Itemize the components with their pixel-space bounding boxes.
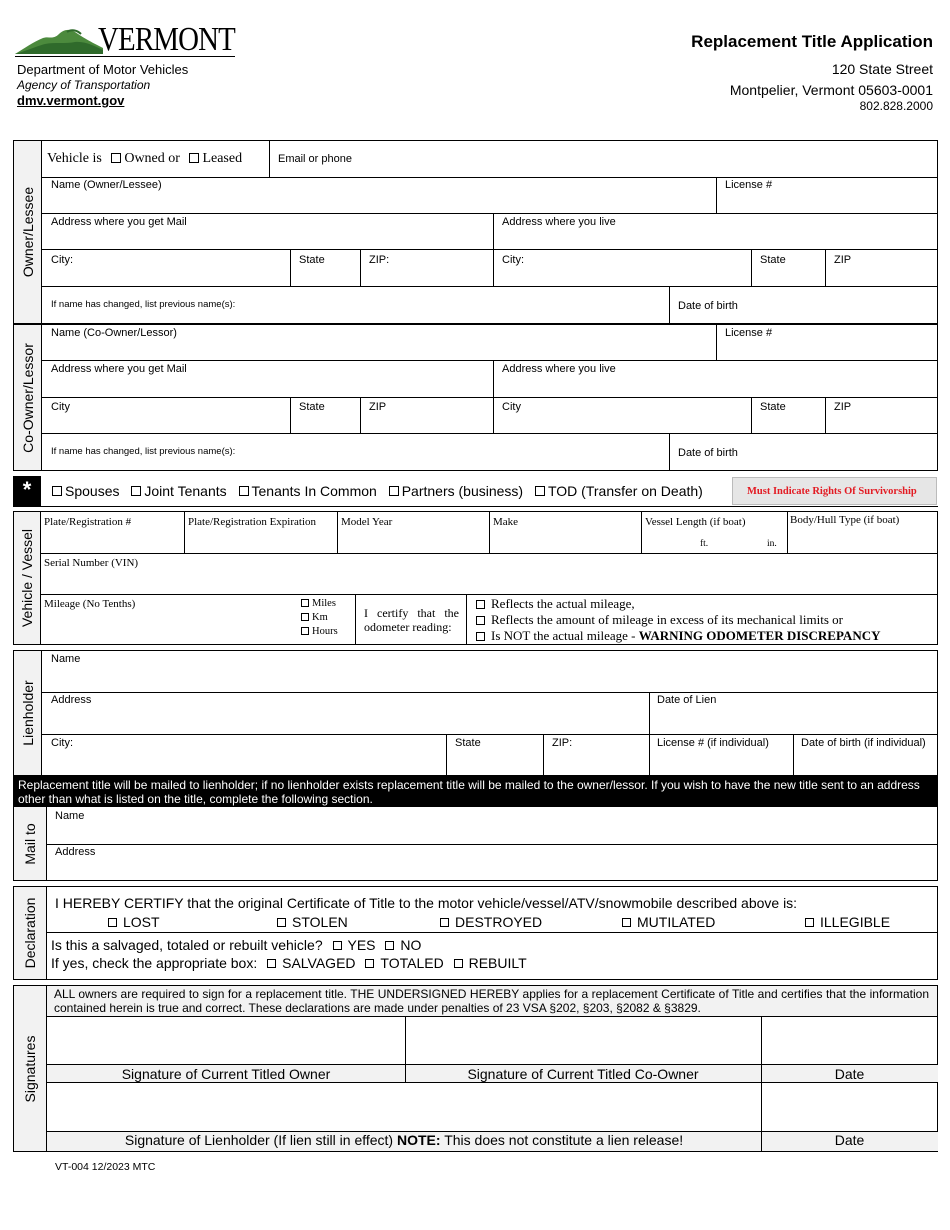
signatures-section-label: Signatures — [14, 986, 47, 1151]
coowner-live-zip-field[interactable]: ZIP — [834, 401, 852, 413]
vermont-logo-text: VERMONT — [98, 21, 235, 58]
stolen-checkbox[interactable] — [277, 918, 286, 927]
miles-label: Miles — [312, 598, 336, 609]
owner-signature-label: Signature of Current Titled Owner — [121, 1066, 331, 1082]
spouses-label: Spouses — [65, 483, 120, 499]
salvage-type-prompt: If yes, check the appropriate box: — [51, 955, 258, 971]
coowner-section-label: Co-Owner/Lessor — [14, 325, 42, 470]
lienholder-notice: Replacement title will be mailed to lienholder; if no lienholder exists replacement title will be mailed to the owner/lessor. If you wish to have the new title sent to an address other than what is listed on the title, complete the following section. — [13, 776, 938, 807]
owner-signature-area[interactable] — [48, 1017, 404, 1063]
salvage-yes-label: YES — [347, 937, 376, 953]
lien-note-text: This does not constitute a lien release! — [440, 1132, 684, 1148]
km-checkbox[interactable] — [301, 613, 309, 621]
mutilated-checkbox[interactable] — [622, 918, 631, 927]
reason-stolen — [277, 914, 348, 930]
mailto-address-field[interactable]: Address — [55, 846, 96, 858]
owner-mail-address-field[interactable]: Address where you get Mail — [51, 216, 187, 228]
partners-label: Partners (business) — [401, 483, 524, 499]
date-label-2: Date — [834, 1132, 865, 1148]
leased-checkbox[interactable] — [189, 153, 199, 163]
owner-live-city-field[interactable]: City: — [502, 254, 524, 266]
lienholder-dob-field[interactable]: Date of birth (if individual) — [801, 737, 926, 749]
partners-checkbox[interactable] — [389, 486, 399, 496]
rebuilt-label: REBUILT — [468, 955, 527, 971]
vessel-length-field[interactable]: Vessel Length (if boat) — [645, 516, 746, 528]
illegible-checkbox[interactable] — [805, 918, 814, 927]
destroyed-label: DESTROYED — [455, 914, 543, 930]
odo-not-actual-checkbox[interactable] — [476, 632, 485, 641]
mutilated-label: MUTILATED — [637, 914, 716, 930]
odometer-options — [476, 596, 880, 644]
make-field[interactable]: Make — [493, 516, 519, 528]
address-city: Montpelier, Vermont 05603-0001 — [729, 82, 933, 98]
signature-statement: ALL owners are required to sign for a replacement title. THE UNDERSIGNED HEREBY applies for a replacement Certificate of Title and certifies that the information contained herein is true and correct. These declarations are made under penalties of 23 VSA §202, §203, §2082 & §3829. — [54, 987, 929, 1015]
coowner-zip-field[interactable]: ZIP — [369, 401, 387, 413]
odo-excess-label: Reflects the amount of mileage in excess of its mechanical limits or — [491, 612, 843, 627]
owner-name-field[interactable]: Name (Owner/Lessee) — [51, 179, 162, 191]
destroyed-checkbox[interactable] — [440, 918, 449, 927]
owner-live-address-field[interactable]: Address where you live — [502, 216, 616, 228]
lienholder-signature-label — [47, 1132, 761, 1148]
owner-section-label: Owner/Lessee — [14, 141, 42, 323]
vessel-length-in-label: in. — [767, 539, 777, 549]
reason-destroyed — [440, 914, 542, 930]
mailto-name-field[interactable]: Name — [55, 810, 85, 822]
coowner-state-field[interactable]: State — [299, 401, 325, 413]
coowner-signature-area[interactable] — [406, 1017, 760, 1063]
owner-previous-names-field[interactable]: If name has changed, list previous name(s): — [51, 299, 236, 310]
salvage-question: Is this a salvaged, totaled or rebuilt vehicle? — [51, 937, 323, 953]
email-field[interactable]: Email or phone — [278, 153, 352, 165]
date-label-1: Date — [834, 1066, 865, 1082]
salvage-no-label: NO — [400, 937, 422, 953]
owner-live-state-field[interactable]: State — [760, 254, 786, 266]
coowner-city-field[interactable]: City — [51, 401, 70, 413]
plate-expiration-field[interactable]: Plate/Registration Expiration — [188, 516, 317, 528]
salvage-yes-checkbox[interactable] — [333, 941, 342, 950]
odometer-certify-label: I certify that the odometer reading: — [364, 606, 459, 634]
lienholder-name-field[interactable]: Name — [51, 653, 81, 665]
coowner-name-field[interactable]: Name (Co-Owner/Lessor) — [51, 327, 177, 339]
coowner-live-address-field[interactable]: Address where you live — [502, 363, 616, 375]
rebuilt-checkbox[interactable] — [454, 959, 463, 968]
salvaged-label: SALVAGED — [282, 955, 356, 971]
joint-tenants-label: Joint Tenants — [144, 483, 227, 499]
salvage-type-row — [51, 955, 527, 971]
coowner-mail-address-field[interactable]: Address where you get Mail — [51, 363, 187, 375]
odometer-warning: WARNING ODOMETER DISCREPANCY — [638, 628, 881, 643]
reason-mutilated — [622, 914, 715, 930]
website-link[interactable]: dmv.vermont.gov — [17, 93, 125, 108]
owner-state-field[interactable]: State — [299, 254, 325, 266]
km-label: Km — [312, 612, 328, 623]
vessel-length-ft-label: ft. — [700, 539, 709, 549]
hours-label: Hours — [312, 626, 338, 637]
vin-field[interactable]: Serial Number (VIN) — [44, 557, 139, 569]
survivorship-note-box — [732, 477, 937, 505]
miles-checkbox[interactable] — [301, 599, 309, 607]
date-of-lien-field[interactable]: Date of Lien — [657, 694, 717, 706]
coowner-live-city-field[interactable]: City — [502, 401, 521, 413]
signature-date-field-1[interactable] — [762, 1017, 937, 1063]
signature-date-field-2[interactable] — [762, 1083, 937, 1130]
dept-name: Department of Motor Vehicles — [17, 62, 189, 77]
odo-actual-checkbox[interactable] — [476, 600, 485, 609]
vehicle-section-label: Vehicle / Vessel — [14, 512, 41, 644]
tenants-in-common-checkbox[interactable] — [239, 486, 249, 496]
totaled-label: TOTALED — [380, 955, 444, 971]
mileage-field[interactable]: Mileage (No Tenths) — [44, 598, 136, 610]
owner-live-zip-field[interactable]: ZIP — [834, 254, 852, 266]
lienholder-state-field[interactable]: State — [455, 737, 481, 749]
owner-dob-field[interactable]: Date of birth — [678, 300, 738, 312]
odo-not-actual-label: Is NOT the actual mileage - — [491, 628, 639, 643]
odo-actual-label: Reflects the actual mileage, — [491, 596, 635, 611]
tod-label: TOD (Transfer on Death) — [547, 483, 703, 499]
leased-label: Leased — [202, 151, 243, 166]
lienholder-license-field[interactable]: License # (if individual) — [657, 737, 769, 749]
owned-label: Owned or — [124, 151, 180, 166]
address-street: 120 State Street — [831, 61, 933, 77]
owned-checkbox[interactable] — [111, 153, 121, 163]
body-hull-field[interactable]: Body/Hull Type (if boat) — [790, 514, 900, 526]
vehicle-is-row — [47, 151, 242, 167]
agency-name: Agency of Transportation — [17, 78, 151, 92]
plate-field[interactable]: Plate/Registration # — [44, 516, 132, 528]
mailto-section-label: Mail to — [14, 807, 47, 880]
lost-checkbox[interactable] — [108, 918, 117, 927]
lienholder-signature-text: Signature of Lienholder (If lien still in effect) — [124, 1132, 397, 1148]
coowner-previous-names-field[interactable]: If name has changed, list previous name(s): — [51, 446, 236, 457]
mileage-units — [301, 597, 338, 639]
reason-illegible — [805, 914, 890, 930]
lienholder-section-label: Lienholder — [14, 651, 42, 775]
lienholder-address-field[interactable]: Address — [51, 694, 92, 706]
form-id: VT-004 12/2023 MTC — [55, 1161, 156, 1173]
salvaged-checkbox[interactable] — [267, 959, 276, 968]
coowner-signature-label: Signature of Current Titled Co-Owner — [467, 1066, 699, 1082]
coowner-license-field[interactable]: License # — [725, 327, 773, 339]
coowner-live-state-field[interactable]: State — [760, 401, 786, 413]
vermont-logo-mountain-icon — [15, 24, 103, 58]
odo-excess-checkbox[interactable] — [476, 616, 485, 625]
owner-license-field[interactable]: License # — [725, 179, 773, 191]
lienholder-zip-field[interactable]: ZIP: — [552, 737, 573, 749]
stolen-label: STOLEN — [292, 914, 348, 930]
totaled-checkbox[interactable] — [365, 959, 374, 968]
reason-lost — [108, 914, 160, 930]
declaration-certify-text: I HEREBY CERTIFY that the original Certificate of Title to the motor vehicle/vessel/ATV/snowmobile described above is: — [55, 895, 798, 911]
vehicle-is-label: Vehicle is — [47, 151, 102, 166]
lienholder-signature-area[interactable] — [48, 1083, 760, 1130]
owner-zip-field[interactable]: ZIP: — [369, 254, 390, 266]
survivorship-note: Must Indicate Rights Of Survivorship — [747, 486, 917, 497]
model-year-field[interactable]: Model Year — [341, 516, 393, 528]
salvage-question-row — [51, 937, 421, 953]
lost-label: LOST — [123, 914, 160, 930]
lien-note-label: NOTE: — [397, 1132, 441, 1148]
joint-tenants-checkbox[interactable] — [131, 486, 141, 496]
hours-checkbox[interactable] — [301, 627, 309, 635]
asterisk-marker: * — [13, 476, 41, 506]
tod-checkbox[interactable] — [535, 486, 545, 496]
owner-city-field[interactable]: City: — [51, 254, 73, 266]
tenants-in-common-label: Tenants In Common — [251, 483, 377, 499]
illegible-label: ILLEGIBLE — [820, 914, 891, 930]
survivorship-options — [52, 483, 703, 499]
page-title: Replacement Title Application — [691, 32, 933, 51]
lienholder-city-field[interactable]: City: — [51, 737, 73, 749]
spouses-checkbox[interactable] — [52, 486, 62, 496]
salvage-no-checkbox[interactable] — [385, 941, 394, 950]
phone-number: 802.828.2000 — [859, 99, 933, 113]
declaration-section-label: Declaration — [14, 887, 47, 979]
coowner-dob-field[interactable]: Date of birth — [678, 447, 738, 459]
